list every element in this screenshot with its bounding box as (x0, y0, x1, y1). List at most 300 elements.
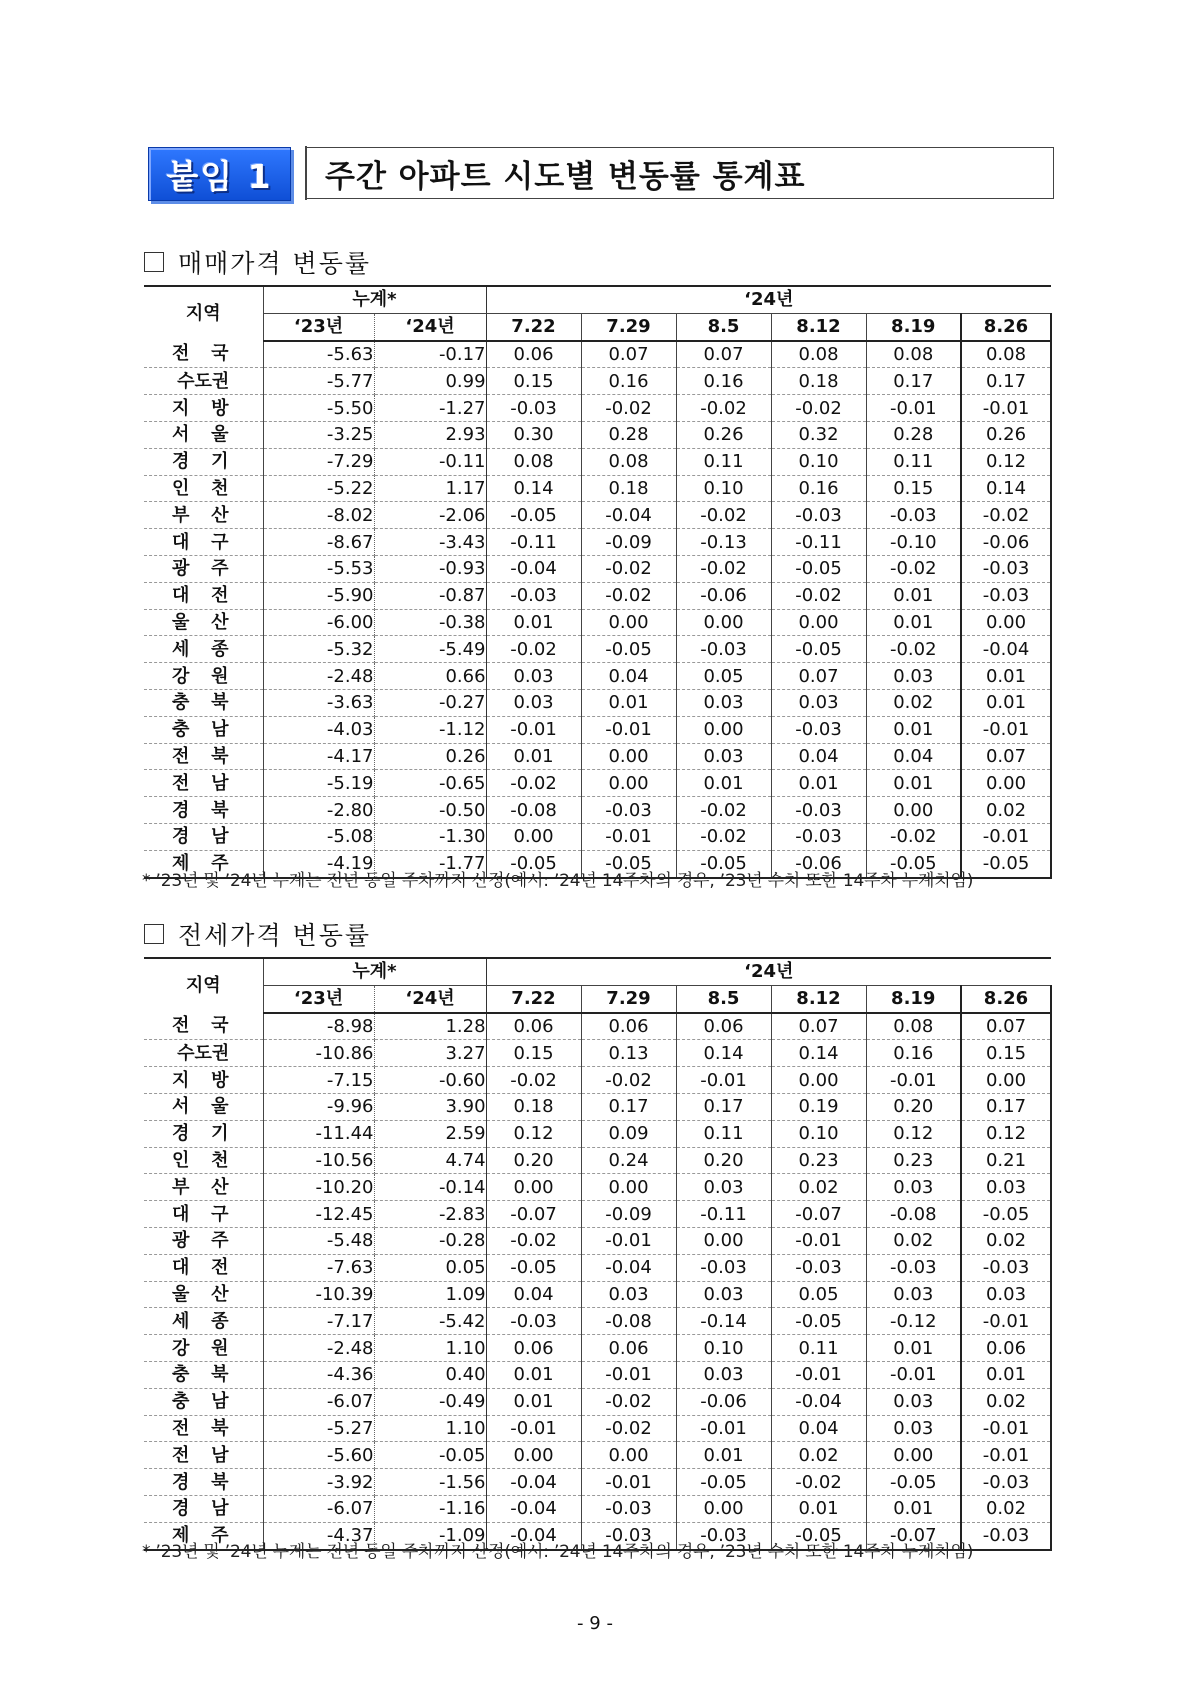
table-row (144, 475, 1051, 502)
week-cell: -0.04 (486, 1495, 581, 1522)
week-cell: 0.00 (486, 1174, 581, 1201)
cum-2024-cell: -0.28 (374, 1227, 486, 1254)
cum-2024-cell: -0.14 (374, 1174, 486, 1201)
cum-2023-cell: -5.60 (263, 1442, 374, 1469)
week-cell: 0.06 (486, 341, 581, 368)
table-row (144, 1227, 1051, 1254)
cum-2023-cell: -10.39 (263, 1281, 374, 1308)
week-cell: -0.04 (486, 555, 581, 582)
week-cell: 0.01 (866, 1495, 961, 1522)
week-cell: -0.02 (866, 555, 961, 582)
region-cell: 울 산 (144, 609, 263, 636)
week-cell: 0.19 (771, 1093, 866, 1120)
week-latest-cell: 0.08 (961, 341, 1051, 368)
week-cell: 0.08 (771, 341, 866, 368)
week-cell: 0.04 (771, 743, 866, 770)
cum-2024-cell: -1.09 (374, 1522, 486, 1549)
week-latest-cell: 0.02 (961, 797, 1051, 824)
table-row (144, 1067, 1051, 1094)
cum-2023-cell: -2.80 (263, 797, 374, 824)
cum-2024-cell: 2.93 (374, 421, 486, 448)
cum-2023-cell: -5.48 (263, 1227, 374, 1254)
cum-2024-cell: -1.56 (374, 1469, 486, 1496)
cum-2023-cell: -9.96 (263, 1093, 374, 1120)
cum-2024-cell: -2.83 (374, 1201, 486, 1228)
cum-2024-cell: -0.60 (374, 1067, 486, 1094)
table-row (144, 823, 1051, 850)
week-cell: 0.05 (771, 1281, 866, 1308)
week-cell: 0.08 (866, 1013, 961, 1040)
week-cell: 0.02 (866, 689, 961, 716)
region-cell: 경 남 (144, 823, 263, 850)
week-cell: 0.03 (486, 663, 581, 690)
week-cell: 0.23 (866, 1147, 961, 1174)
week-cell: -0.01 (866, 395, 961, 422)
region-cell: 전 북 (144, 1415, 263, 1442)
region-cell: 경 남 (144, 1495, 263, 1522)
week-cell: -0.07 (866, 1522, 961, 1549)
week-cell: -0.05 (771, 1308, 866, 1335)
cum-2024-cell: 0.26 (374, 743, 486, 770)
region-cell: 지 방 (144, 395, 263, 422)
week-cell: 0.14 (676, 1040, 771, 1067)
week-cell: -0.12 (866, 1308, 961, 1335)
week-cell: 0.11 (771, 1335, 866, 1362)
cum-2023-cell: -11.44 (263, 1120, 374, 1147)
week-cell: -0.01 (486, 1415, 581, 1442)
week-cell: -0.01 (771, 1361, 866, 1388)
region-cell: 세 종 (144, 1308, 263, 1335)
week-cell: 0.00 (581, 743, 676, 770)
y23-header: ‘23년 (263, 313, 374, 340)
table-row (144, 421, 1051, 448)
week-cell: -0.14 (676, 1308, 771, 1335)
region-cell: 서 울 (144, 1093, 263, 1120)
week-latest-cell: 0.02 (961, 1388, 1051, 1415)
week-cell: -0.02 (581, 395, 676, 422)
week-cell: 0.01 (771, 1495, 866, 1522)
region-header: 지역 (144, 958, 263, 1013)
region-cell: 전 북 (144, 743, 263, 770)
checkbox-square-icon (144, 252, 164, 272)
cum-2023-cell: -3.92 (263, 1469, 374, 1496)
region-cell: 제 주 (144, 850, 263, 877)
week-cell: 0.01 (866, 770, 961, 797)
cum-2024-cell: -1.16 (374, 1495, 486, 1522)
cum-2023-cell: -5.22 (263, 475, 374, 502)
week-cell: 0.03 (676, 1281, 771, 1308)
week-cell: -0.05 (676, 850, 771, 877)
cum-2024-cell: 1.10 (374, 1335, 486, 1362)
week-latest-cell: -0.01 (961, 1308, 1051, 1335)
table-row (144, 1013, 1051, 1040)
week-cell: -0.07 (771, 1201, 866, 1228)
table-row (144, 1335, 1051, 1362)
table-row (144, 636, 1051, 663)
attachment-badge-label: 붙임 1 (166, 156, 273, 196)
cum-2024-cell: -0.65 (374, 770, 486, 797)
week-cell: -0.03 (486, 395, 581, 422)
week-latest-cell: 0.17 (961, 368, 1051, 395)
week-cell: -0.09 (581, 1201, 676, 1228)
cum-2023-cell: -6.07 (263, 1388, 374, 1415)
region-cell: 수도권 (144, 368, 263, 395)
week-cell: -0.03 (771, 1254, 866, 1281)
week-cell: -0.03 (581, 797, 676, 824)
region-cell: 경 북 (144, 797, 263, 824)
week-cell: 0.03 (676, 1174, 771, 1201)
region-cell: 강 원 (144, 1335, 263, 1362)
table-row (144, 1388, 1051, 1415)
cum-2023-cell: -7.17 (263, 1308, 374, 1335)
table-row (144, 448, 1051, 475)
week-cell: -0.04 (771, 1388, 866, 1415)
table-row (144, 1281, 1051, 1308)
week-cell: 0.00 (581, 609, 676, 636)
week-cell: -0.02 (771, 395, 866, 422)
cum-2023-cell: -7.63 (263, 1254, 374, 1281)
week-cell: 0.00 (771, 1067, 866, 1094)
week-cell: 0.01 (581, 689, 676, 716)
week-cell: 0.16 (676, 368, 771, 395)
week-latest-cell: 0.07 (961, 1013, 1051, 1040)
week-cell: 0.02 (771, 1174, 866, 1201)
region-cell: 충 북 (144, 1361, 263, 1388)
cum-2023-cell: -7.15 (263, 1067, 374, 1094)
week-cell: -0.01 (866, 1067, 961, 1094)
week-cell: 0.15 (486, 1040, 581, 1067)
week-cell: 0.13 (581, 1040, 676, 1067)
week-cell: -0.04 (581, 1254, 676, 1281)
week-cell: -0.03 (581, 1495, 676, 1522)
week-cell: 0.04 (771, 1415, 866, 1442)
week-cell: 0.00 (486, 1442, 581, 1469)
week-latest-cell: 0.01 (961, 1361, 1051, 1388)
week-latest-cell: 0.17 (961, 1093, 1051, 1120)
week-cell: 0.07 (771, 663, 866, 690)
week-cell: -0.06 (676, 1388, 771, 1415)
week-cell: 0.01 (866, 716, 961, 743)
week-cell: 0.17 (676, 1093, 771, 1120)
week-cell: 0.00 (866, 1442, 961, 1469)
week-cell: 0.04 (866, 743, 961, 770)
week-cell: 0.01 (486, 1361, 581, 1388)
week-cell: -0.05 (771, 636, 866, 663)
week-cell: -0.03 (676, 636, 771, 663)
week-cell: -0.02 (771, 1469, 866, 1496)
week-cell: -0.01 (581, 1227, 676, 1254)
week-cell: -0.03 (771, 823, 866, 850)
week-cell: 0.10 (676, 475, 771, 502)
region-cell: 수도권 (144, 1040, 263, 1067)
region-cell: 대 구 (144, 529, 263, 556)
week-cell: 0.20 (866, 1093, 961, 1120)
cum-2023-cell: -10.86 (263, 1040, 374, 1067)
week-cell: -0.03 (486, 582, 581, 609)
week-latest-cell: 0.00 (961, 1067, 1051, 1094)
table-row (144, 743, 1051, 770)
week-cell: 0.00 (676, 1495, 771, 1522)
region-cell: 충 남 (144, 716, 263, 743)
region-cell: 경 북 (144, 1469, 263, 1496)
week-cell: -0.03 (676, 1254, 771, 1281)
cumulative-header: 누계* (263, 958, 486, 985)
cum-2023-cell: -4.17 (263, 743, 374, 770)
week-cell: -0.06 (676, 582, 771, 609)
week-cell: 0.02 (771, 1442, 866, 1469)
week-cell: -0.05 (771, 555, 866, 582)
table-row (144, 1147, 1051, 1174)
week-cell: -0.01 (866, 1361, 961, 1388)
table-row (144, 1040, 1051, 1067)
week-cell: 0.32 (771, 421, 866, 448)
week-cell: -0.02 (581, 555, 676, 582)
table-row (144, 797, 1051, 824)
week-latest-cell: 0.02 (961, 1227, 1051, 1254)
cum-2024-cell: 0.99 (374, 368, 486, 395)
week-cell: 0.28 (581, 421, 676, 448)
region-cell: 부 산 (144, 1174, 263, 1201)
week-latest-cell: -0.06 (961, 529, 1051, 556)
region-cell: 충 북 (144, 689, 263, 716)
week-cell: 0.17 (581, 1093, 676, 1120)
cum-2024-cell: 0.66 (374, 663, 486, 690)
week-header: 7.22 (486, 985, 581, 1012)
cum-2024-cell: 4.74 (374, 1147, 486, 1174)
week-cell: -0.11 (771, 529, 866, 556)
week-header: 8.5 (676, 313, 771, 340)
attachment-badge (148, 147, 291, 201)
week-cell: -0.08 (866, 1201, 961, 1228)
week-cell: -0.01 (676, 1415, 771, 1442)
week-cell: -0.11 (676, 1201, 771, 1228)
week-cell: -0.13 (676, 529, 771, 556)
region-cell: 전 국 (144, 341, 263, 368)
week-cell: 0.00 (771, 609, 866, 636)
week-cell: 0.03 (486, 689, 581, 716)
week-cell: 0.04 (581, 663, 676, 690)
week-cell: -0.02 (676, 797, 771, 824)
cum-2024-cell: -0.11 (374, 448, 486, 475)
cum-2024-cell: 2.59 (374, 1120, 486, 1147)
week-latest-cell: -0.03 (961, 1522, 1051, 1549)
week-cell: 0.03 (676, 743, 771, 770)
y24-cum-header: ‘24년 (374, 985, 486, 1012)
cum-2024-cell: -0.50 (374, 797, 486, 824)
table-row (144, 529, 1051, 556)
week-latest-cell: 0.26 (961, 421, 1051, 448)
week-cell: 0.01 (866, 1335, 961, 1362)
cum-2024-cell: 0.05 (374, 1254, 486, 1281)
cum-2023-cell: -6.07 (263, 1495, 374, 1522)
table-row (144, 1469, 1051, 1496)
week-cell: -0.01 (581, 823, 676, 850)
sale-footnote: * ’23년 및 ’24년 누계는 전년 동일 주차까지 산정(예시: ’24년 14주차의 경우, ’23년 수치 또한 14주차 누계치임) (142, 871, 974, 891)
region-cell: 제 주 (144, 1522, 263, 1549)
week-cell: 0.04 (486, 1281, 581, 1308)
region-cell: 충 남 (144, 1388, 263, 1415)
cum-2023-cell: -10.20 (263, 1174, 374, 1201)
week-latest-cell: -0.03 (961, 555, 1051, 582)
week-cell: 0.16 (771, 475, 866, 502)
table-row (144, 555, 1051, 582)
week-cell: -0.05 (486, 850, 581, 877)
jeonse-section-title (144, 916, 371, 952)
region-cell: 대 구 (144, 1201, 263, 1228)
week-latest-cell: 0.01 (961, 689, 1051, 716)
week-cell: 0.09 (581, 1120, 676, 1147)
week-cell: -0.02 (676, 395, 771, 422)
week-cell: -0.05 (771, 1522, 866, 1549)
region-cell: 대 전 (144, 1254, 263, 1281)
region-cell: 인 천 (144, 475, 263, 502)
region-cell: 광 주 (144, 1227, 263, 1254)
cum-2023-cell: -5.53 (263, 555, 374, 582)
week-cell: 0.12 (866, 1120, 961, 1147)
cum-2024-cell: -0.49 (374, 1388, 486, 1415)
cum-2023-cell: -8.98 (263, 1013, 374, 1040)
week-cell: -0.01 (676, 1067, 771, 1094)
week-latest-cell: -0.01 (961, 395, 1051, 422)
table-row (144, 1361, 1051, 1388)
week-cell: 0.30 (486, 421, 581, 448)
week-latest-cell: -0.05 (961, 1201, 1051, 1228)
week-cell: 0.14 (486, 475, 581, 502)
cum-2023-cell: -2.48 (263, 1335, 374, 1362)
cum-2024-cell: -1.30 (374, 823, 486, 850)
cum-2023-cell: -3.63 (263, 689, 374, 716)
week-cell: -0.01 (486, 716, 581, 743)
week-cell: 0.06 (581, 1335, 676, 1362)
week-latest-cell: 0.06 (961, 1335, 1051, 1362)
week-cell: -0.09 (581, 529, 676, 556)
week-latest-cell: -0.03 (961, 582, 1051, 609)
week-latest-cell: 0.03 (961, 1174, 1051, 1201)
week-cell: 0.01 (486, 609, 581, 636)
table-row (144, 663, 1051, 690)
week-cell: -0.02 (581, 582, 676, 609)
cum-2023-cell: -4.37 (263, 1522, 374, 1549)
region-cell: 서 울 (144, 421, 263, 448)
week-header: 8.12 (771, 985, 866, 1012)
cum-2024-cell: -0.05 (374, 1442, 486, 1469)
week-cell: 0.03 (676, 1361, 771, 1388)
week-cell: 0.06 (676, 1013, 771, 1040)
week-cell: -0.03 (486, 1308, 581, 1335)
week-cell: -0.05 (866, 850, 961, 877)
week-latest-cell: -0.01 (961, 823, 1051, 850)
week-cell: -0.02 (486, 770, 581, 797)
cum-2023-cell: -5.90 (263, 582, 374, 609)
week-cell: 0.01 (676, 1442, 771, 1469)
week-cell: 0.00 (581, 1442, 676, 1469)
week-cell: 0.08 (581, 448, 676, 475)
table-row (144, 1254, 1051, 1281)
week-cell: 0.18 (771, 368, 866, 395)
cum-2024-cell: -5.49 (374, 636, 486, 663)
week-cell: -0.03 (866, 502, 961, 529)
week-cell: 0.17 (866, 368, 961, 395)
week-cell: 0.01 (866, 609, 961, 636)
region-cell: 울 산 (144, 1281, 263, 1308)
week-cell: 0.12 (486, 1120, 581, 1147)
year-2024-header: ‘24년 (486, 286, 1051, 313)
week-cell: 0.16 (866, 1040, 961, 1067)
cum-2024-cell: 1.10 (374, 1415, 486, 1442)
week-cell: -0.05 (486, 502, 581, 529)
week-cell: 0.01 (486, 1388, 581, 1415)
week-cell: 0.03 (676, 689, 771, 716)
sale-section-title-text: 매매가격 변동률 (178, 249, 371, 278)
week-latest-cell: -0.01 (961, 716, 1051, 743)
week-header-latest: 8.26 (961, 985, 1051, 1012)
table-row (144, 1495, 1051, 1522)
week-cell: 0.08 (866, 341, 961, 368)
region-cell: 대 전 (144, 582, 263, 609)
cum-2024-cell: 3.90 (374, 1093, 486, 1120)
week-cell: 0.20 (486, 1147, 581, 1174)
week-cell: -0.02 (866, 636, 961, 663)
week-cell: 0.05 (676, 663, 771, 690)
week-cell: -0.02 (486, 1067, 581, 1094)
week-cell: 0.00 (581, 1174, 676, 1201)
week-cell: -0.02 (676, 555, 771, 582)
week-cell: 0.00 (676, 716, 771, 743)
week-header: 8.19 (866, 985, 961, 1012)
region-cell: 강 원 (144, 663, 263, 690)
table-row (144, 1308, 1051, 1335)
table-row (144, 582, 1051, 609)
region-cell: 전 남 (144, 1442, 263, 1469)
week-cell: -0.05 (676, 1469, 771, 1496)
week-latest-cell: -0.05 (961, 850, 1051, 877)
week-cell: -0.11 (486, 529, 581, 556)
cum-2024-cell: 1.28 (374, 1013, 486, 1040)
week-cell: 0.01 (676, 770, 771, 797)
week-latest-cell: 0.12 (961, 448, 1051, 475)
cum-2024-cell: -1.12 (374, 716, 486, 743)
cum-2023-cell: -4.19 (263, 850, 374, 877)
cum-2024-cell: -0.93 (374, 555, 486, 582)
week-cell: -0.01 (771, 1227, 866, 1254)
week-cell: 0.11 (866, 448, 961, 475)
cum-2023-cell: -5.50 (263, 395, 374, 422)
week-cell: 0.26 (676, 421, 771, 448)
week-cell: 0.03 (866, 1415, 961, 1442)
week-cell: -0.03 (771, 716, 866, 743)
week-cell: -0.02 (581, 1067, 676, 1094)
week-cell: -0.02 (866, 823, 961, 850)
week-cell: 0.16 (581, 368, 676, 395)
week-cell: -0.05 (581, 850, 676, 877)
week-cell: -0.08 (486, 797, 581, 824)
week-latest-cell: -0.02 (961, 502, 1051, 529)
region-cell: 경 기 (144, 448, 263, 475)
week-cell: -0.02 (676, 823, 771, 850)
week-cell: 0.03 (581, 1281, 676, 1308)
week-header: 7.29 (581, 985, 676, 1012)
week-latest-cell: -0.01 (961, 1442, 1051, 1469)
week-cell: -0.01 (581, 1469, 676, 1496)
table-row (144, 1174, 1051, 1201)
cum-2024-cell: -3.43 (374, 529, 486, 556)
week-cell: -0.04 (486, 1469, 581, 1496)
cum-2023-cell: -5.77 (263, 368, 374, 395)
cum-2023-cell: -5.63 (263, 341, 374, 368)
cum-2023-cell: -12.45 (263, 1201, 374, 1228)
cum-2023-cell: -8.02 (263, 502, 374, 529)
jeonse-rate-table (144, 957, 1052, 1551)
